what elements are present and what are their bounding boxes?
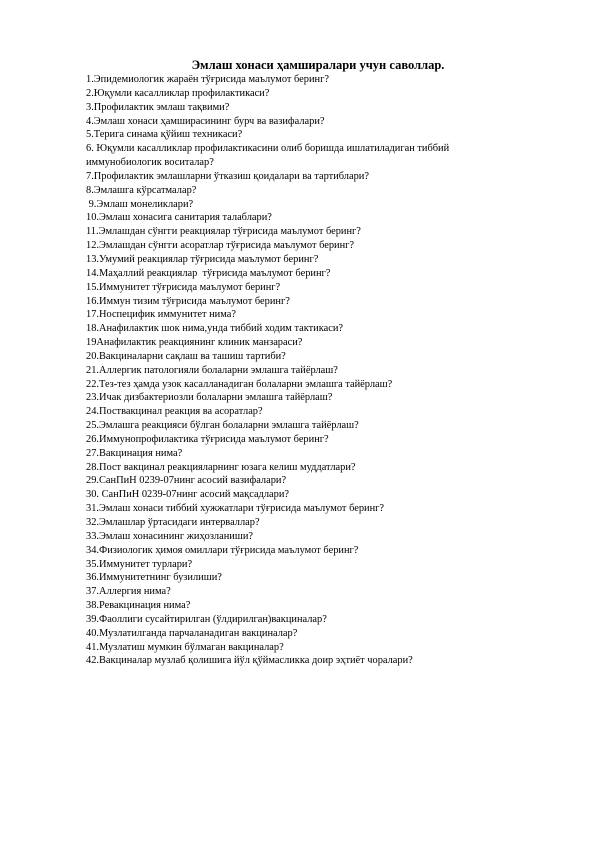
question-item: 29.СанПиН 0239-07нинг асосий вазифалари? (86, 475, 287, 487)
question-item: 31.Эмлаш хонаси тиббий хужжатлари тўғрисида маълумот беринг? (86, 503, 385, 515)
question-item: 20.Вакциналарни сақлаш ва ташиш тартиби? (86, 350, 286, 362)
question-item: 33.Эмлаш хонасининг жиҳозланиши? (86, 530, 254, 542)
question-item: 12.Эмлашдан сўнгги асоратлар тўғрисида маълумот беринг? (86, 240, 355, 252)
question-item: 4.Эмлаш хонаси ҳамширасининг бурч ва вазифалари? (86, 115, 325, 127)
question-item: 40.Музлатилганда парчаланадиган вакциналар? (86, 627, 298, 639)
question-item: 11.Эмлашдан сўнгги реакциялар тўғрисида маълумот беринг? (86, 226, 361, 238)
question-item: 28.Пост вакцинал реакцияларнинг юзага келиш муддатлари? (86, 461, 356, 473)
question-item: 16.Иммун тизим тўғрисида маълумот беринг? (86, 295, 290, 307)
question-item: 15.Иммунитет тўғрисида маълумот беринг? (86, 281, 281, 293)
question-item: 2.Юқумли касалликлар профилактикаси? (86, 87, 270, 99)
document-title: Эмлаш хонаси ҳамширалари учун саволлар. (191, 58, 445, 72)
question-item: 32.Эмлашлар ўртасидаги интерваллар? (86, 517, 260, 528)
question-item: 5.Терига синама қўйиш техникаси? (86, 129, 243, 141)
question-item: 37.Аллергия нима? (86, 586, 171, 598)
question-item: 36.Иммунитетнинг бузилиши? (86, 572, 222, 584)
question-item: 19Анафилактик реакциянинг клиник манзараси? (86, 337, 303, 349)
question-item: 26.Иммунопрофилактика тўғрисида маълумот беринг? (86, 433, 329, 445)
question-item: 27.Вакцинация нима? (86, 447, 183, 459)
question-item: 14.Маҳаллий реакциялар тўғрисида маълумот беринг? (86, 267, 331, 279)
question-item: 13.Умумий реакциялар тўғрисида маълумот беринг? (86, 253, 319, 265)
question-item: 30. СанПиН 0239-07нинг асосий мақсадлари? (86, 489, 290, 501)
question-item: 22.Тез-тез ҳамда узок касалланадиган болаларни эмлашга тайёрлаш? (86, 378, 393, 390)
question-item: 38.Ревакцинация нима? (86, 600, 191, 612)
question-item: 24.Поствакцинал реакция ва асоратлар? (86, 406, 263, 418)
question-item: 39.Фаоллиги сусайтирилган (ўлдирилган)вакциналар? (86, 613, 327, 625)
question-item: 10.Эмлаш хонасига санитария талаблари? (86, 212, 272, 224)
question-item: 17.Носпецифик иммунитет нима? (86, 309, 236, 321)
question-item: 7.Профилактик эмлашларни ўтказиш қоидалари ва тартиблари? (86, 170, 369, 182)
question-item: 41.Музлатиш мумкин бўлмаган вакциналар? (86, 641, 284, 653)
question-item: 6. Юқумли касалликлар профилактикасини олиб боришда ишлатиладиган тиббий иммунобиологик воситалар? (86, 143, 452, 169)
question-item: 35.Иммунитет турлари? (86, 558, 193, 570)
question-item: 21.Аллергик патологияли болаларни эмлашга тайёрлаш? (86, 364, 338, 376)
question-list (86, 73, 526, 668)
question-item: 18.Анафилактик шок нима,унда тиббий ходим тактикаси? (86, 323, 344, 335)
question-item: 1.Эпидемиологик жараён тўғрисида маълумот беринг? (86, 74, 329, 85)
question-item: 23.Ичак дизбактериозли болаларни эмлашга тайёрлаш? (86, 392, 333, 404)
question-item: 8.Эмлашга кўрсатмалар? (86, 184, 197, 196)
question-item: 3.Профилактик эмлаш тақвими? (86, 101, 230, 113)
question-item: 34.Физиологик ҳимоя омиллари тўғрисида маълумот беринг? (86, 544, 359, 556)
question-item: 42.Вакциналар музлаб қолишига йўл қўймасликка доир эҳтиёт чоралари? (86, 655, 413, 667)
question-item: 25.Эмлашга реакцияси бўлган болаларни эмлашга тайёрлаш? (86, 420, 359, 432)
question-item: 9.Эмлаш монеликлари? (86, 198, 194, 210)
